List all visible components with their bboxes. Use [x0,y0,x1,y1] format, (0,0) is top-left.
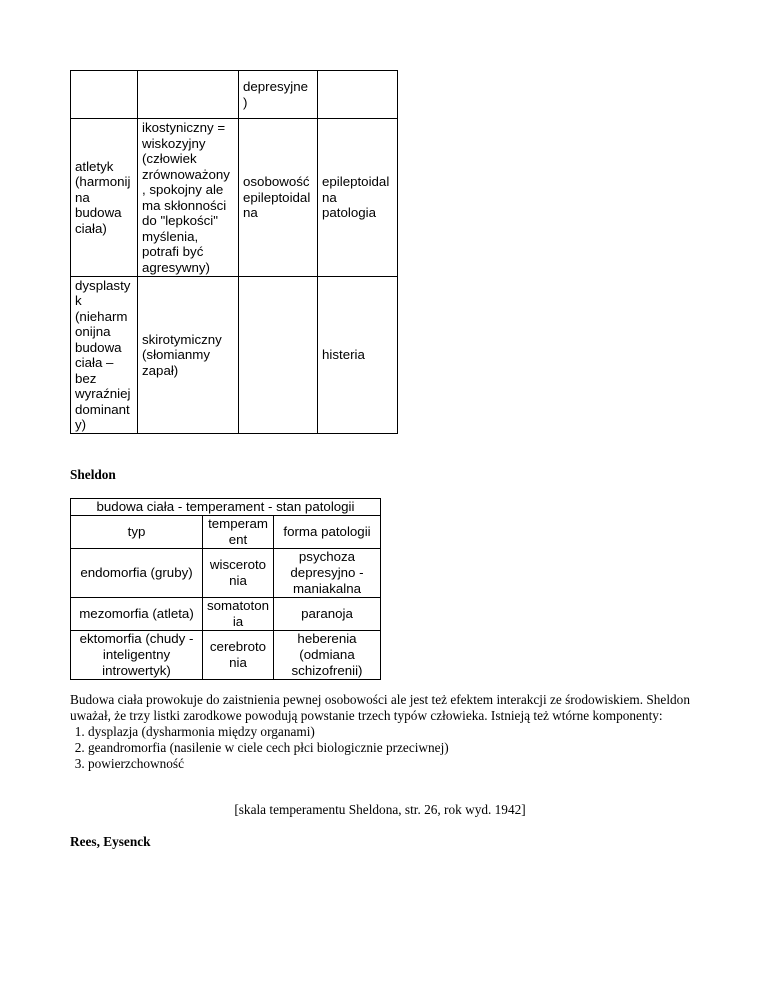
table-cell: cerebroto nia [203,631,274,680]
table-cell: ikostyniczny = wiskozyjny (człowiek zrównoważony , spokojny ale ma skłonności do "lepkości" myślenia, potrafi być agresywny) [138,119,239,277]
table-cell: depresyjne ) [239,71,318,119]
table-cell: paranoja [274,598,381,631]
table-cell: somatoton ia [203,598,274,631]
table-cell: atletyk (harmonij na budowa ciała) [71,119,138,277]
table-cell: mezomorfia (atleta) [71,598,203,631]
table-cell: heberenia (odmiana schizofrenii) [274,631,381,680]
table-cell: osobowość epileptoidal na [239,119,318,277]
list-item: 3. powierzchowność [88,756,690,772]
column-header: typ [71,516,203,549]
table-row [71,598,381,631]
column-header: forma patologii [274,516,381,549]
table-row [71,119,398,277]
table-cell [239,277,318,434]
table-caption-row [71,499,381,516]
rees-eysenck-heading: Rees, Eysenck [70,834,151,849]
paragraph: Budowa ciała prowokuje do zaistnienia pewnej osobowości ale jest też efektem interakcji ze środowiskiem. Sheldon uważał, że trzy listki zarodkowe powodują powstanie trzech typów człowieka. Istnieją też wtórne komponenty: [70,692,690,723]
source-caption: [skala temperamentu Sheldona, str. 26, rok wyd. 1942] [234,802,526,817]
sheldon-table [70,498,381,680]
table-cell: wiscerotо nia [203,549,274,598]
table-cell: histeria [318,277,398,434]
sheldon-heading: Sheldon [70,467,116,482]
table-cell: dysplasty k (nieharm onijna budowa ciała – bez wyraźniej dominant y) [71,277,138,434]
list-item: 1. dysplazja (dysharmonia między organami) [88,724,690,740]
table-row [71,277,398,434]
list-item: 2. geandromorfia (nasilenie w ciele cech płci biologicznie przeciwnej) [88,740,690,756]
table-row [71,71,398,119]
table-cell: ektomorfia (chudy - inteligentny introwertyk) [71,631,203,680]
table-cell [71,71,138,119]
table-cell [138,71,239,119]
table-row [71,549,381,598]
column-header: temperam ent [203,516,274,549]
table-cell: skirotymiczny (słomianmy zapał) [138,277,239,434]
typology-table [70,70,398,434]
table-cell: endomorfia (gruby) [71,549,203,598]
table-cell: psychoza depresyjno - maniakalna [274,549,381,598]
table-header-row [71,516,381,549]
table-caption: budowa ciała - temperament - stan patologii [71,499,381,516]
table-cell: epileptoidal na patologia [318,119,398,277]
table-cell [318,71,398,119]
table-row [71,631,381,680]
body-text [70,692,690,772]
component-list [70,724,690,772]
